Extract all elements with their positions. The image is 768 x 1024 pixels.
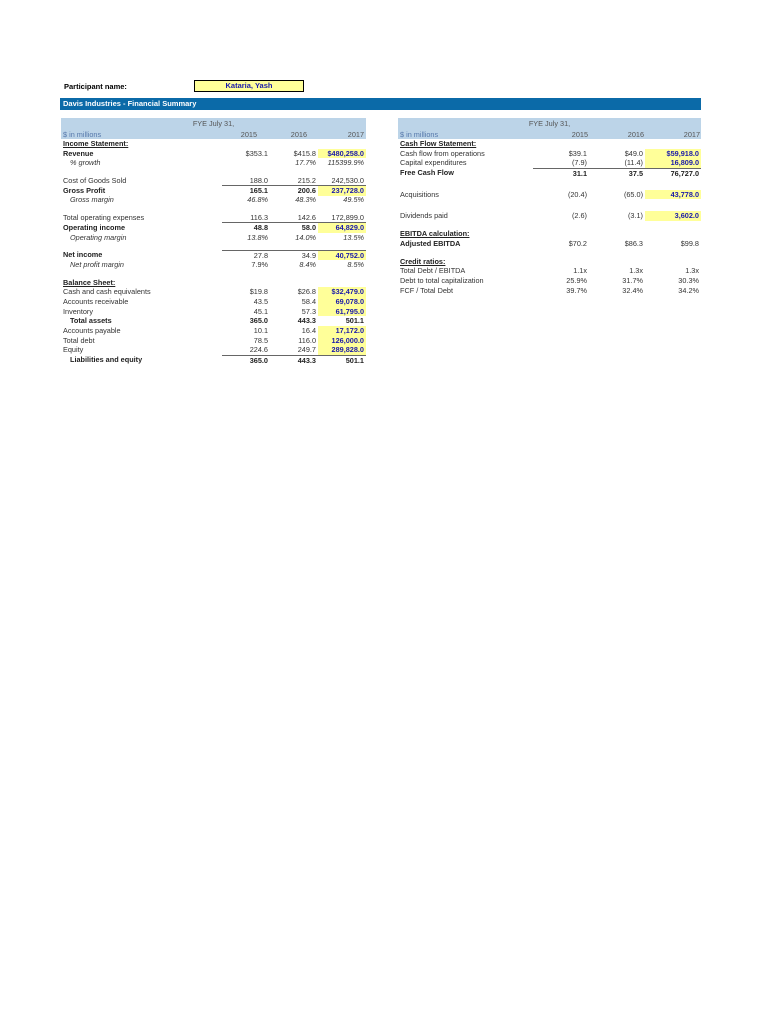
page-title: Davis Industries - Financial Summary (60, 98, 701, 110)
operating-income-2015[interactable]: 48.8 (222, 222, 270, 233)
revenue-2017[interactable]: $480,258.0 (318, 149, 366, 159)
net-income-row (61, 250, 366, 260)
net-margin-label: Net profit margin (70, 259, 124, 269)
fcf-2015[interactable]: 31.1 (533, 168, 589, 179)
inventory-2016[interactable]: 57.3 (301, 306, 316, 316)
inventory-2015[interactable]: 45.1 (253, 306, 268, 316)
participant-label: Participant name: (64, 81, 127, 91)
ar-2017[interactable]: 69,078.0 (318, 297, 366, 307)
adjusted-ebitda-2017[interactable]: $99.8 (680, 238, 699, 248)
acquisitions-2016[interactable]: (65.0) (623, 189, 643, 199)
liabilities-equity-2015[interactable]: 365.0 (222, 355, 270, 366)
cfo-2015[interactable]: $39.1 (568, 148, 587, 158)
fye-label-right: FYE July 31, (528, 119, 571, 128)
year-2016: 2016 (290, 130, 307, 139)
fcf-debt-2015[interactable]: 39.7% (566, 285, 587, 295)
cash-2017[interactable]: $32,479.0 (318, 287, 366, 297)
fcf-row (398, 168, 701, 178)
liabilities-equity-2016[interactable]: 443.3 (270, 355, 318, 366)
operating-margin-row (61, 233, 366, 243)
gross-profit-2017[interactable]: 237,728.0 (318, 185, 366, 196)
opex-2015[interactable]: 116.3 (250, 213, 268, 223)
net-margin-2015[interactable]: 7.9% (251, 259, 268, 269)
equity-2016[interactable]: 249.7 (297, 345, 316, 355)
year-2015: 2015 (240, 130, 257, 139)
dividends-2017[interactable]: 3,602.0 (645, 211, 701, 221)
dividends-2015[interactable]: (2.6) (571, 211, 587, 221)
capex-2016[interactable]: (11.4) (624, 158, 643, 168)
gross-margin-row (61, 195, 366, 205)
fcf-label: Free Cash Flow (400, 168, 454, 178)
dividends-row (398, 211, 701, 221)
adjusted-ebitda-label: Adjusted EBITDA (400, 238, 461, 248)
net-income-2017[interactable]: 40,752.0 (318, 250, 366, 261)
ap-row (61, 326, 366, 336)
dividends-label: Dividends paid (400, 211, 448, 221)
right-header (398, 118, 701, 139)
units-label: $ in millions (63, 130, 102, 139)
acquisitions-2017[interactable]: 43,778.0 (645, 190, 701, 200)
equity-2015[interactable]: 224.6 (249, 345, 268, 355)
left-panel (61, 118, 366, 365)
acquisitions-label: Acquisitions (400, 189, 439, 199)
inventory-label: Inventory (63, 306, 94, 316)
opex-2017[interactable]: 172,899.0 (331, 213, 364, 223)
net-margin-2017[interactable]: 8.5% (347, 259, 364, 269)
adjusted-ebitda-row (398, 239, 701, 249)
fcf-debt-2017[interactable]: 34.2% (678, 285, 699, 295)
total-debt-2015[interactable]: 78.5 (253, 335, 268, 345)
cogs-2016[interactable]: 215.2 (297, 176, 316, 186)
net-income-label: Net income (63, 250, 103, 260)
operating-margin-label: Operating margin (70, 232, 127, 242)
debt-ebitda-row (398, 266, 701, 276)
gross-profit-2016[interactable]: 200.6 (270, 185, 318, 196)
gross-profit-2015[interactable]: 165.1 (222, 185, 270, 196)
debt-cap-row (398, 276, 701, 286)
total-debt-2017[interactable]: 126,000.0 (318, 336, 366, 346)
growth-row (61, 158, 366, 168)
cogs-label: Cost of Goods Sold (63, 176, 127, 186)
liabilities-equity-row (61, 355, 366, 365)
cash-flow-title-row (398, 139, 701, 149)
ar-2016[interactable]: 58.4 (301, 296, 316, 306)
total-debt-2016[interactable]: 116.0 (298, 335, 316, 345)
total-assets-label: Total assets (70, 316, 112, 326)
inventory-2017[interactable]: 61,795.0 (318, 307, 366, 317)
cfo-2017[interactable]: $59,918.0 (645, 149, 701, 159)
operating-margin-2015[interactable]: 13.8% (247, 232, 268, 242)
cash-2015[interactable]: $19.8 (249, 287, 268, 297)
growth-label: % growth (70, 158, 101, 168)
units-label-right: $ in millions (400, 130, 439, 139)
operating-income-2017[interactable]: 64,829.0 (318, 222, 366, 233)
gross-margin-2015[interactable]: 46.8% (247, 195, 268, 205)
income-statement-title: Income Statement: (63, 139, 129, 148)
credit-ratios-title: Credit ratios: (400, 256, 446, 266)
total-assets-row (61, 316, 366, 326)
capex-2017[interactable]: 16,809.0 (645, 158, 701, 168)
balance-sheet-title: Balance Sheet: (63, 277, 116, 287)
cfo-row (398, 149, 701, 159)
debt-cap-label: Debt to total capitalization (400, 275, 484, 285)
equity-label: Equity (63, 345, 84, 355)
revenue-2015[interactable]: $353.1 (245, 148, 268, 158)
gross-margin-2017[interactable]: 49.5% (343, 195, 364, 205)
ap-2017[interactable]: 17,172.0 (318, 326, 366, 336)
liabilities-equity-label: Liabilities and equity (70, 355, 143, 365)
ap-2016[interactable]: 16.4 (301, 326, 316, 335)
fye-label: FYE July 31, (192, 119, 235, 128)
ar-2015[interactable]: 43.5 (253, 296, 268, 306)
debt-cap-2015[interactable]: 25.9% (566, 275, 587, 285)
cash-flow-title: Cash Flow Statement: (400, 139, 477, 148)
opex-2016[interactable]: 142.6 (297, 213, 316, 223)
adjusted-ebitda-2015[interactable]: $70.2 (568, 238, 587, 248)
year-2015-right: 2015 (571, 130, 588, 139)
ap-2015[interactable]: 10.1 (253, 326, 268, 335)
fcf-2016[interactable]: 37.5 (589, 168, 645, 179)
ebitda-title: EBITDA calculation: (400, 229, 470, 239)
net-income-2016[interactable]: 34.9 (270, 250, 318, 261)
liabilities-equity-2017[interactable]: 501.1 (318, 355, 366, 366)
total-assets-2017[interactable]: 501.1 (345, 316, 364, 326)
left-header (61, 118, 366, 139)
operating-income-2016[interactable]: 58.0 (270, 222, 318, 233)
growth-2016[interactable]: 17.7% (295, 158, 316, 168)
income-statement-title-row (61, 139, 366, 149)
revenue-2016[interactable]: $415.8 (293, 148, 316, 158)
net-margin-2016[interactable]: 8.4% (299, 259, 316, 269)
cash-2016[interactable]: $26.8 (297, 287, 316, 297)
cash-row (61, 287, 366, 297)
revenue-label: Revenue (63, 148, 94, 158)
year-2017: 2017 (347, 130, 364, 139)
ap-label: Accounts payable (63, 326, 121, 335)
ebitda-title-row (398, 229, 701, 239)
debt-ebitda-label: Total Debt / EBITDA (400, 266, 466, 276)
ar-label: Accounts receivable (63, 296, 129, 306)
adjusted-ebitda-2016[interactable]: $86.3 (624, 238, 643, 248)
balance-sheet-title-row (61, 278, 366, 288)
operating-income-label: Operating income (63, 222, 126, 232)
cfo-2016[interactable]: $49.0 (624, 148, 643, 158)
operating-income-row (61, 223, 366, 233)
inventory-row (61, 307, 366, 317)
debt-cap-2017[interactable]: 30.3% (678, 275, 699, 285)
ar-row (61, 297, 366, 307)
growth-2017[interactable]: 115399.9% (327, 158, 364, 168)
debt-ebitda-2017[interactable]: 1.3x (685, 266, 699, 276)
fcf-debt-row (398, 286, 701, 296)
operating-margin-2017[interactable]: 13.5% (343, 232, 364, 242)
capex-2015[interactable]: (7.9) (571, 158, 587, 168)
cogs-2015[interactable]: 188.0 (249, 176, 268, 186)
cash-label: Cash and cash equivalents (63, 287, 151, 297)
revenue-row (61, 149, 366, 159)
participant-row (64, 80, 304, 92)
fcf-2017[interactable]: 76,727.0 (645, 168, 701, 179)
debt-cap-2016[interactable]: 31.7% (622, 275, 643, 285)
total-debt-row (61, 336, 366, 346)
gross-profit-row (61, 186, 366, 196)
opex-label: Total operating expenses (63, 213, 145, 223)
right-panel (398, 118, 701, 295)
cogs-2017[interactable]: 242,530.0 (331, 176, 364, 186)
gross-margin-label: Gross margin (70, 195, 114, 205)
participant-name-field[interactable]: Kataria, Yash (194, 80, 304, 92)
total-assets-2016[interactable]: 443.3 (297, 316, 316, 326)
operating-margin-2016[interactable]: 14.0% (295, 232, 316, 242)
fcf-debt-label: FCF / Total Debt (400, 285, 453, 295)
debt-ebitda-2016[interactable]: 1.3x (629, 266, 643, 276)
debt-ebitda-2015[interactable]: 1.1x (573, 266, 587, 276)
acquisitions-row (398, 190, 701, 200)
net-margin-row (61, 260, 366, 270)
equity-2017[interactable]: 289,828.0 (318, 345, 366, 355)
net-income-2015[interactable]: 27.8 (222, 250, 270, 261)
total-assets-2015[interactable]: 365.0 (249, 316, 268, 326)
year-2016-right: 2016 (627, 130, 644, 139)
capex-label: Capital expenditures (400, 158, 467, 168)
gross-profit-label: Gross Profit (63, 185, 106, 195)
cfo-label: Cash flow from operations (400, 148, 485, 158)
acquisitions-2015[interactable]: (20.4) (567, 189, 587, 199)
gross-margin-2016[interactable]: 48.3% (295, 195, 316, 205)
year-2017-right: 2017 (683, 130, 700, 139)
credit-ratios-title-row (398, 257, 701, 267)
total-debt-label: Total debt (63, 335, 95, 345)
fcf-debt-2016[interactable]: 32.4% (622, 285, 643, 295)
dividends-2016[interactable]: (3.1) (627, 211, 643, 221)
